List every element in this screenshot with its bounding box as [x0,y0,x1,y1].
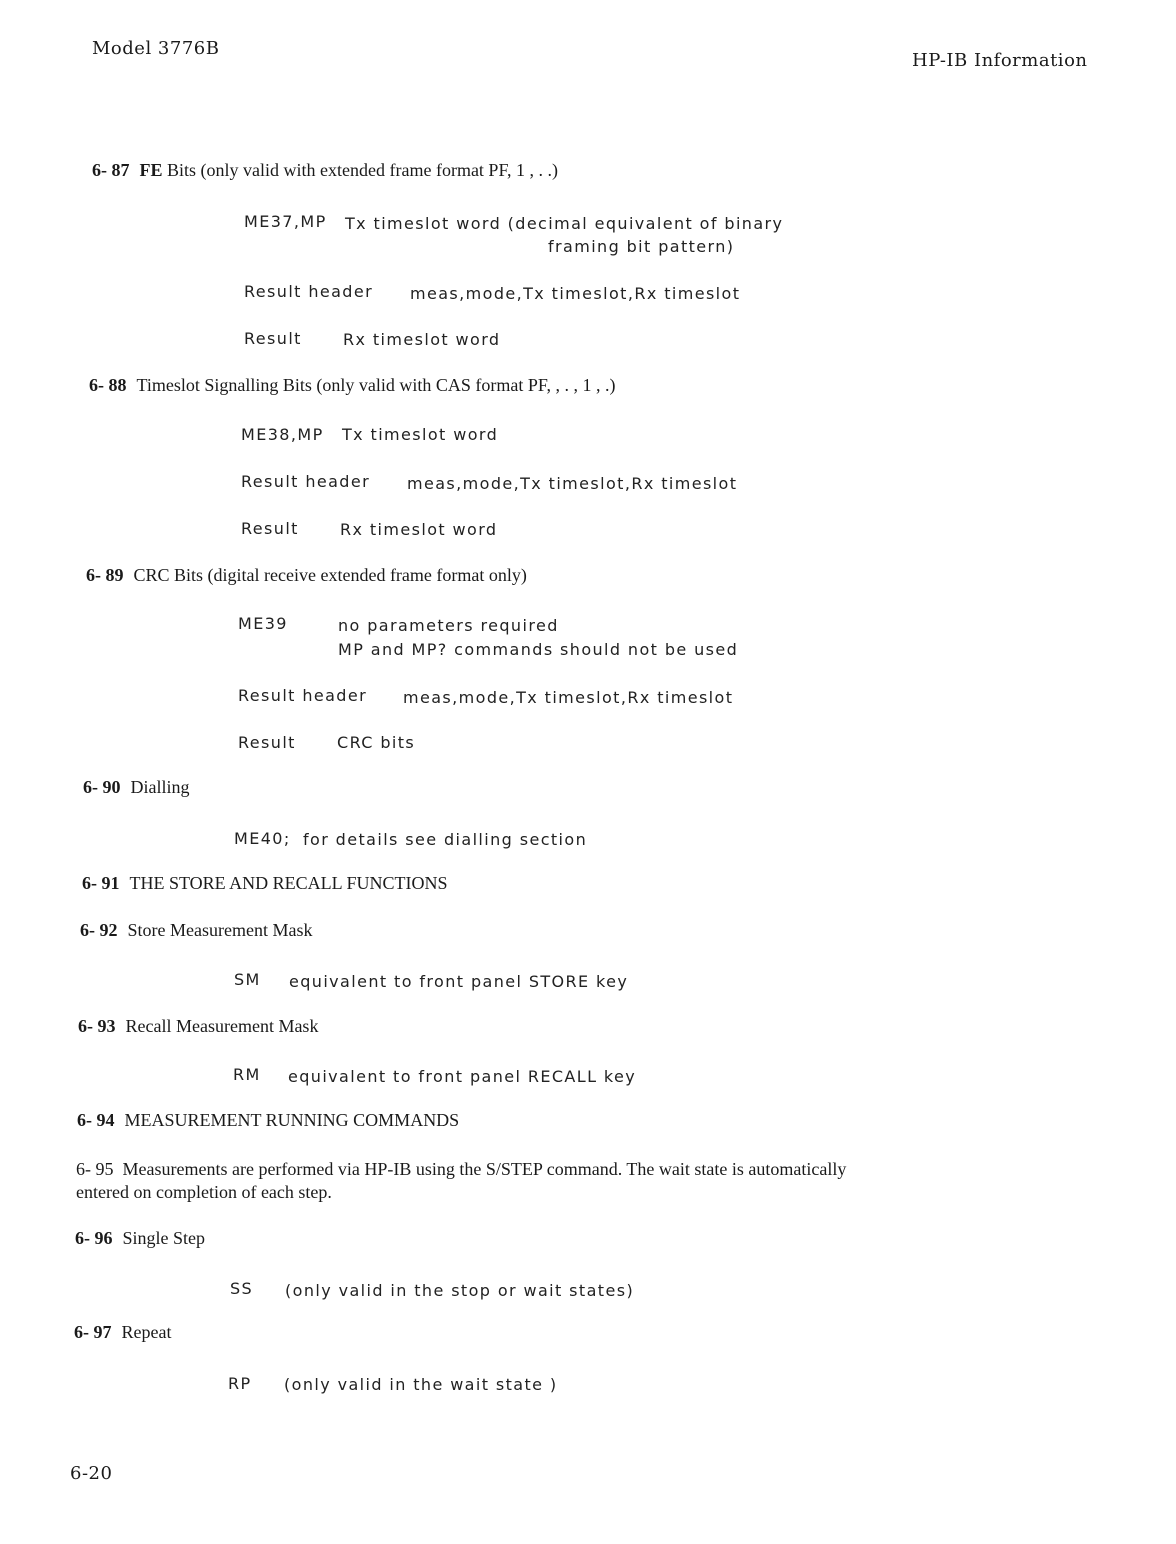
paragraph-number: 6- 95 [76,1159,114,1179]
command-description: no parameters required [338,616,559,635]
heading-6-97 [74,1322,171,1343]
command-me40: ME40; [234,829,291,848]
heading-6-91 [82,873,448,894]
heading-6-87 [92,160,558,181]
heading-6-89 [86,565,527,586]
command-rm: RM [233,1065,261,1084]
result-value: CRC bits [337,733,416,752]
heading-6-94 [77,1110,459,1131]
section-title: THE STORE AND RECALL FUNCTIONS [129,873,448,893]
section-number: 6- 88 [89,375,127,395]
result-label: Result [238,733,296,752]
section-number: 6- 87 [92,160,130,180]
heading-6-92 [80,920,312,941]
command-me39: ME39 [238,614,288,633]
section-number: 6- 97 [74,1322,112,1342]
section-number: 6- 96 [75,1228,113,1248]
command-me38: ME38,MP [241,425,324,444]
command-sm: SM [234,970,261,989]
paragraph-6-95 [76,1158,846,1180]
section-number: 6- 92 [80,920,118,940]
command-description: for details see dialling section [303,830,588,849]
section-title: Timeslot Signalling Bits (only valid with CAS format PF, , . , 1 , .) [136,375,616,395]
command-description-cont: MP and MP? commands should not be used [338,640,739,659]
heading-6-88 [89,375,615,396]
section-title: Single Step [122,1228,206,1248]
command-description: equivalent to front panel STORE key [289,972,629,991]
section-title: Dialling [130,777,190,797]
command-description: equivalent to front panel RECALL key [288,1067,637,1086]
command-description: Tx timeslot word (decimal equivalent of binary [345,214,784,233]
section-title: Recall Measurement Mask [125,1016,319,1036]
command-description: Tx timeslot word [342,425,499,444]
section-number: 6- 93 [78,1016,116,1036]
section-title: Repeat [121,1322,172,1342]
result-label: Result [244,329,302,348]
heading-6-90 [83,777,190,798]
section-title: MEASUREMENT RUNNING COMMANDS [124,1110,460,1130]
paragraph-line-2: entered on completion of each step. [76,1182,332,1202]
page-number: 6-20 [70,1463,113,1484]
result-header-label: Result header [241,472,371,491]
result-header-value: meas,mode,Tx timeslot,Rx timeslot [403,688,734,707]
result-value: Rx timeslot word [343,330,501,349]
command-description-cont: framing bit pattern) [548,237,735,256]
section-number: 6- 91 [82,873,120,893]
heading-6-93 [78,1016,318,1037]
section-title: Bits (only valid with extended frame format PF, 1 , . .) [167,160,559,180]
section-title: Store Measurement Mask [127,920,313,940]
command-description: (only valid in the stop or wait states) [285,1281,635,1300]
model-label: Model 3776B [92,38,220,59]
section-number: 6- 94 [77,1110,115,1130]
command-ss: SS [230,1279,254,1298]
result-header-value: meas,mode,Tx timeslot,Rx timeslot [407,474,738,493]
command-me37: ME37,MP [244,212,327,231]
paragraph-line-1: Measurements are performed via HP-IB using the S/STEP command. The wait state is automatically [122,1159,847,1179]
section-number: 6- 89 [86,565,124,585]
section-title: HP-IB Information [912,50,1088,71]
command-description: (only valid in the wait state ) [284,1375,558,1394]
section-number: 6- 90 [83,777,121,797]
result-header-label: Result header [238,686,368,705]
result-label: Result [241,519,299,538]
command-rp: RP [228,1374,252,1393]
result-value: Rx timeslot word [340,520,498,539]
section-title: CRC Bits (digital receive extended frame format only) [133,565,527,585]
result-header-value: meas,mode,Tx timeslot,Rx timeslot [410,284,741,303]
result-header-label: Result header [244,282,374,301]
section-title-bold: FE [139,160,163,180]
heading-6-96 [75,1228,205,1249]
